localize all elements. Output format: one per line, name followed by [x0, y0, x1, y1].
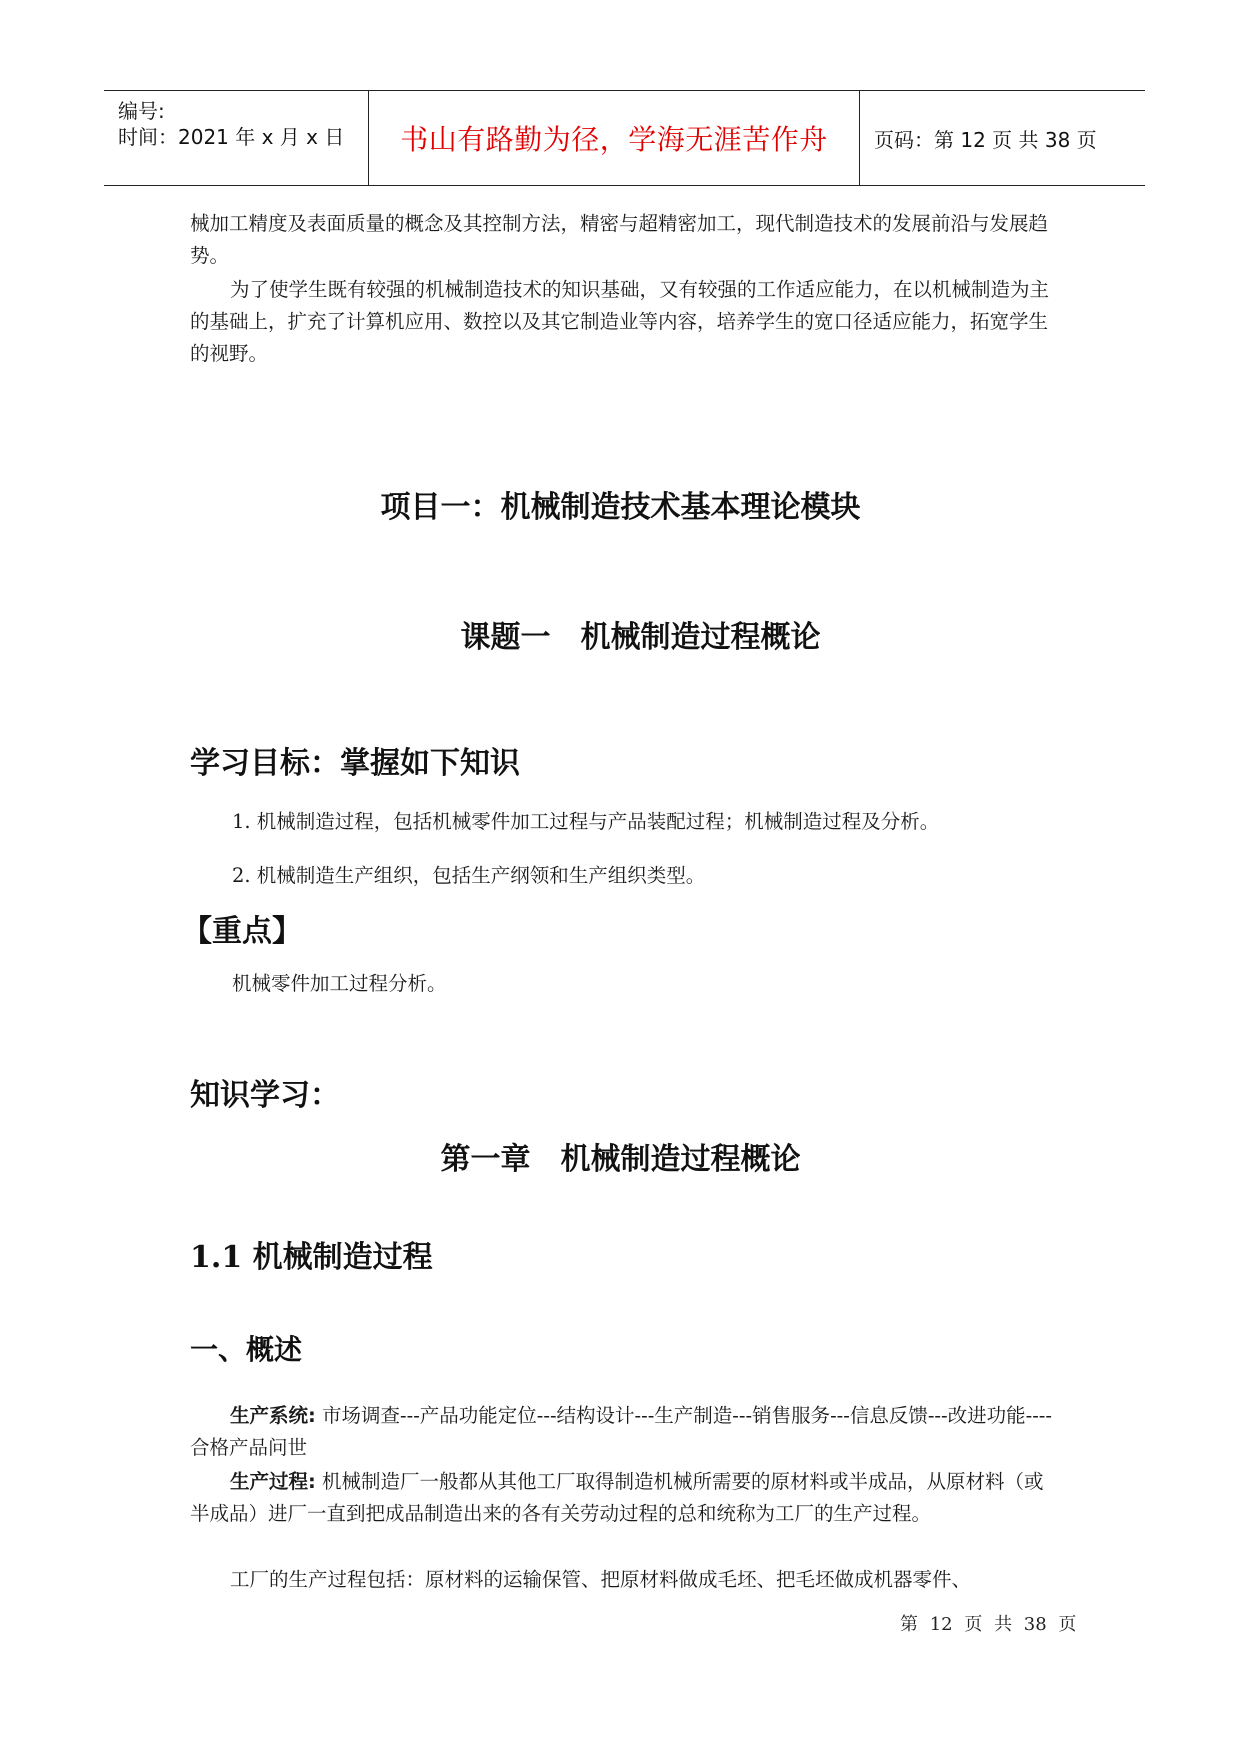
subsection-title: 一、概述	[190, 1333, 303, 1366]
section-title: 1.1 机械制造过程	[190, 1240, 433, 1275]
chapter-title: 第一章 机械制造过程概论	[440, 1142, 801, 1177]
production-process-label: 生产过程:	[230, 1470, 316, 1493]
objectives-heading: 学习目标：掌握如下知识	[190, 746, 520, 781]
time-label: 时间：2021 年 x 月 x 日	[118, 125, 345, 149]
header-meta	[104, 91, 369, 185]
objective-item-2: 2. 机械制造生产组织，包括生产纲领和生产组织类型。	[232, 864, 706, 887]
key-points-text: 机械零件加工过程分析。	[232, 972, 447, 995]
production-system-paragraph	[190, 1400, 1060, 1464]
project-title: 项目一：机械制造技术基本理论模块	[380, 490, 861, 525]
intro-paragraph-1: 械加工精度及表面质量的概念及其控制方法，精密与超精密加工，现代制造技术的发展前沿与发展趋势。	[190, 212, 1049, 267]
serial-label: 编号:	[118, 99, 165, 123]
objective-item-1: 1. 机械制造过程，包括机械零件加工过程与产品装配过程；机械制造过程及分析。	[232, 810, 940, 833]
header-page-info: 页码：第 12 页 共 38 页	[874, 127, 1097, 152]
production-system-text: 市场调查---产品功能定位---结构设计---生产制造---销售服务---信息反馈---改进功能----合格产品问世	[190, 1404, 1052, 1459]
production-process-paragraph	[190, 1466, 1060, 1530]
page-header	[104, 90, 1145, 186]
page-footer: 第 12 页 共 38 页	[900, 1614, 1077, 1635]
production-system-label: 生产系统:	[230, 1404, 316, 1427]
factory-process-paragraph: 工厂的生产过程包括：原材料的运输保管、把原材料做成毛坯、把毛坯做成机器零件、	[230, 1568, 972, 1591]
header-motto: 书山有路勤为径，学海无涯苦作舟	[369, 91, 860, 185]
intro-paragraph-2: 为了使学生既有较强的机械制造技术的知识基础，又有较强的工作适应能力，在以机械制造为主的基础上，扩充了计算机应用、数控以及其它制造业等内容，培养学生的宽口径适应能力，拓宽学生的视野。	[190, 278, 1050, 365]
key-points-heading: 【重点】	[182, 914, 302, 949]
production-process-text: 机械制造厂一般都从其他工厂取得制造机械所需要的原材料或半成品，从原材料（或半成品）进厂一直到把成品制造出来的各有关劳动过程的总和统称为工厂的生产过程。	[190, 1470, 1044, 1525]
topic-title: 课题一 机械制造过程概论	[460, 620, 821, 655]
knowledge-heading: 知识学习：	[190, 1078, 340, 1113]
